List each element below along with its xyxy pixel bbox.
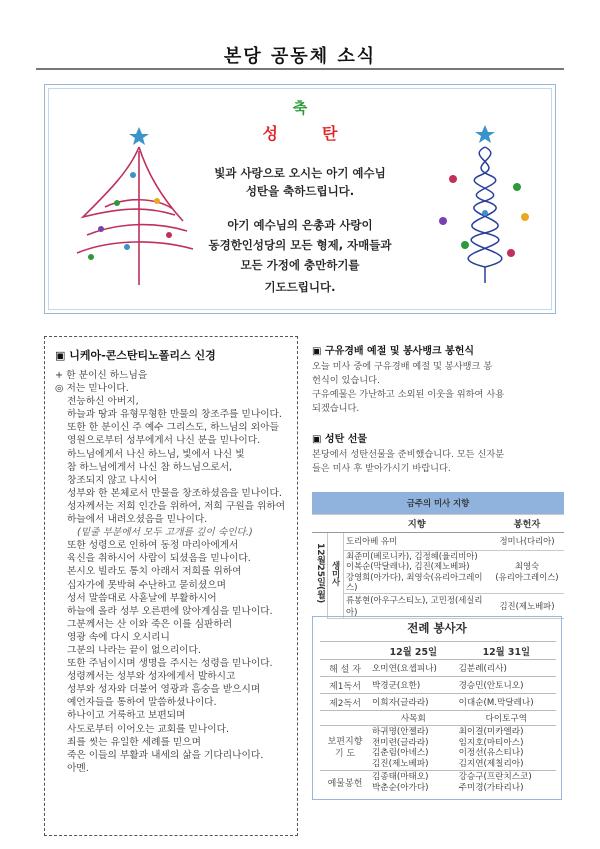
table-row <box>320 677 556 694</box>
notices-column <box>312 342 560 476</box>
creed-line: 성령께서는 성부와 성자에게서 발하시고 <box>67 671 236 683</box>
server-cell: 최이결(미카엘라) 임지호(마티아스) 이정선(유스티나) 김지연(제칠리아) <box>457 726 556 771</box>
role-label: 보편지향 기 도 <box>320 726 370 771</box>
donor-cell: 김진(제노베파) <box>490 593 564 618</box>
intention-cell: 도리아베 유미 <box>344 532 491 550</box>
col-donor: 봉헌자 <box>490 514 564 532</box>
role-label: 해 설 자 <box>320 660 370 677</box>
greeting-line: 성탄을 축하드립니다. <box>245 184 355 198</box>
creed-line: 하늘에 올라 성부 오른편에 앉아계심을 믿나이다. <box>67 605 273 617</box>
creed-line: 죽은 이들의 부활과 내세의 삶을 기다리나이다. <box>67 749 264 761</box>
greeting-line: 빛과 사랑으로 오시는 아기 예수님 <box>214 166 386 180</box>
table-row <box>312 593 564 618</box>
creed-line: + 한 분이신 하느님을 <box>55 370 148 381</box>
donor-cell: 최영숙 (유리아그레이스) <box>490 550 564 593</box>
server-cell: 경승민(안토니오) <box>457 677 556 694</box>
christmas-greeting-box <box>44 84 556 314</box>
server-cell: 김분례(리사) <box>457 660 556 677</box>
greeting-line: 기도드립니다. <box>264 280 336 294</box>
creed-line: 창조되지 않고 나시어 <box>67 474 158 486</box>
liturgy-date: 12월 31일 <box>457 642 556 660</box>
creed-line: 아멘. <box>67 762 89 774</box>
creed-line: 성부와 한 본체로서 만물을 창조하셨음을 믿나이다. <box>67 487 282 499</box>
greeting-line: 동경한인성당의 모든 형제, 자매들과 <box>208 238 392 252</box>
liturgy-title: 전례 봉사자 <box>407 621 467 635</box>
notice-line: 본당에서 성탄선물을 준비했습니다. 모든 신자분 <box>312 449 505 460</box>
server-group: 다이토구역 <box>457 711 556 726</box>
creed-heading: ▣ 니케아-콘스탄티노폴리스 신경 <box>55 349 216 362</box>
table-row <box>320 771 556 795</box>
table-row <box>320 711 556 726</box>
creed-line: 또한 한 분이신 주 예수 그리스도, 하느님의 외아들 <box>67 422 279 434</box>
server-group: 사목회 <box>370 711 457 726</box>
creed-line: 그분께서는 산 이와 죽은 이를 심판하러 <box>67 618 233 630</box>
creed-line: 또한 성령으로 인하여 동정 마리아에게서 <box>67 540 239 552</box>
liturgy-header-row <box>320 642 556 660</box>
creed-line: 사도로부터 이어오는 교회를 믿나이다. <box>67 723 230 735</box>
server-cell: 오미연(요셉피나) <box>370 660 457 677</box>
creed-line: 또한 주님이시며 생명을 주시는 성령을 믿나이다. <box>67 658 273 670</box>
creed-line: 하나이고 거룩하고 보편되며 <box>67 710 186 722</box>
creed-line: 성부와 성자와 더불어 영광과 흠숭을 받으시며 <box>67 684 261 696</box>
title-rule <box>36 68 564 70</box>
creed-line: 하늘과 땅과 유형무형한 만물의 창조주를 믿나이다. <box>67 409 282 421</box>
mass-date: 12월25일(월) <box>312 532 328 618</box>
mass-intention-title: 금주의 미사 지향 <box>312 492 564 514</box>
creed-line: 본시오 빌라도 통치 아래서 저희를 위하여 <box>67 566 242 578</box>
christmas-tree-left-icon <box>65 117 195 287</box>
role-label: 제2독서 <box>320 694 370 711</box>
notice-heading: ▣ 성탄 선물 <box>312 434 368 445</box>
col-intention: 지향 <box>344 514 491 532</box>
server-cell: 하귀명(안젤라) 전미련(글라라) 김춘림(아녜스) 김진(제노베파) <box>370 726 457 771</box>
donor-cell: 정미나(다리아) <box>490 532 564 550</box>
role-label <box>320 711 370 726</box>
creed-rubric-note: (밑줄 부분에서 모두 고개를 깊이 숙인다.) <box>77 527 253 539</box>
table-row <box>320 726 556 771</box>
greeting-chuk: 축 <box>292 99 308 117</box>
creed-line: 영광 속에 다시 오시리니 <box>67 631 170 643</box>
notice-line: 들은 미사 후 받아가시기 바랍니다. <box>312 463 451 474</box>
notice-line: 구유예물은 가난하고 소외된 이웃을 위하여 사용 <box>312 389 505 400</box>
creed-line: 십자가에 못박혀 수난하고 묻히셨으며 <box>67 579 226 591</box>
server-cell: 강승구(프란치스코) 주미경(가타리나) <box>457 771 556 795</box>
notice-line: 헌식이 있습니다. <box>312 375 380 386</box>
greeting-line: 모든 가정에 충만하기를 <box>240 258 360 272</box>
creed-line: 참 하느님에게서 나신 참 하느님으로서, <box>67 461 233 473</box>
creed-line: 전능하신 아버지, <box>67 396 139 408</box>
creed-line: 육신을 취하시어 사람이 되셨음을 믿나이다. <box>67 553 251 565</box>
intention-cell: 류봉현(아우구스티노), 고민정(세실리아) <box>344 593 491 618</box>
greeting-seongtan: 성탄 <box>262 124 382 143</box>
creed-line: 하늘에서 내려오셨음을 믿나이다. <box>67 514 208 526</box>
creed-line: 영원으로부터 성부에게서 나신 분을 믿나이다. <box>67 435 261 447</box>
mass-type: 생미사 <box>328 532 344 618</box>
mass-intention-header-row <box>312 514 564 532</box>
intention-cell: 최준미(베로니카), 김정혜(율리비아) 이복순(막달레나), 김진(제노베파) 강영희(아가다), 최영숙(유리아그레이스) <box>344 550 491 593</box>
creed-line: 하느님에게서 나신 하느님, 빛에서 나신 빛 <box>67 448 245 460</box>
table-row <box>312 550 564 593</box>
role-label: 예물봉헌 <box>320 771 370 795</box>
notice-line: 되겠습니다. <box>312 403 360 414</box>
notice-christmas-gift <box>312 430 560 476</box>
creed-line: 성자께서는 저희 인간을 위하여, 저희 구원을 위하여 <box>67 500 286 512</box>
mass-intention-table <box>312 492 564 619</box>
server-cell: 이대순(M.막달레나) <box>457 694 556 711</box>
christmas-tree-right-icon <box>425 117 545 287</box>
liturgy-table <box>320 641 556 795</box>
server-cell: 이희자(글라라) <box>370 694 457 711</box>
table-row <box>312 532 564 550</box>
creed-line: 그분의 나라는 끝이 없으리이다. <box>67 644 201 656</box>
creed-line: 성서 말씀대로 사흗날에 부활하시어 <box>67 592 217 604</box>
server-cell: 박경군(요한) <box>370 677 457 694</box>
creed-box <box>44 336 298 836</box>
greeting-line: 아기 예수님의 은총과 사랑이 <box>227 218 373 232</box>
creed-line: ◎ 저는 믿나이다. <box>55 383 129 395</box>
server-cell: 김종태(마태오) 박춘순(아가다) <box>370 771 457 795</box>
page-title: 본당 공동체 소식 <box>223 46 377 67</box>
notice-heading: ▣ 구유경배 예절 및 봉사뱅크 봉헌식 <box>312 346 475 357</box>
role-label: 제1독서 <box>320 677 370 694</box>
table-row <box>320 694 556 711</box>
notice-crib-service <box>312 342 560 416</box>
creed-line: 예언자들을 통하여 말씀하셨나이다. <box>67 697 217 709</box>
liturgy-date: 12월 25일 <box>370 642 457 660</box>
creed-line: 죄를 씻는 유일한 세례를 믿으며 <box>67 736 201 748</box>
table-row <box>320 660 556 677</box>
notice-line: 오늘 미사 중에 구유경배 예절 및 봉사뱅크 봉 <box>312 361 493 372</box>
liturgy-servers-box <box>312 616 562 800</box>
